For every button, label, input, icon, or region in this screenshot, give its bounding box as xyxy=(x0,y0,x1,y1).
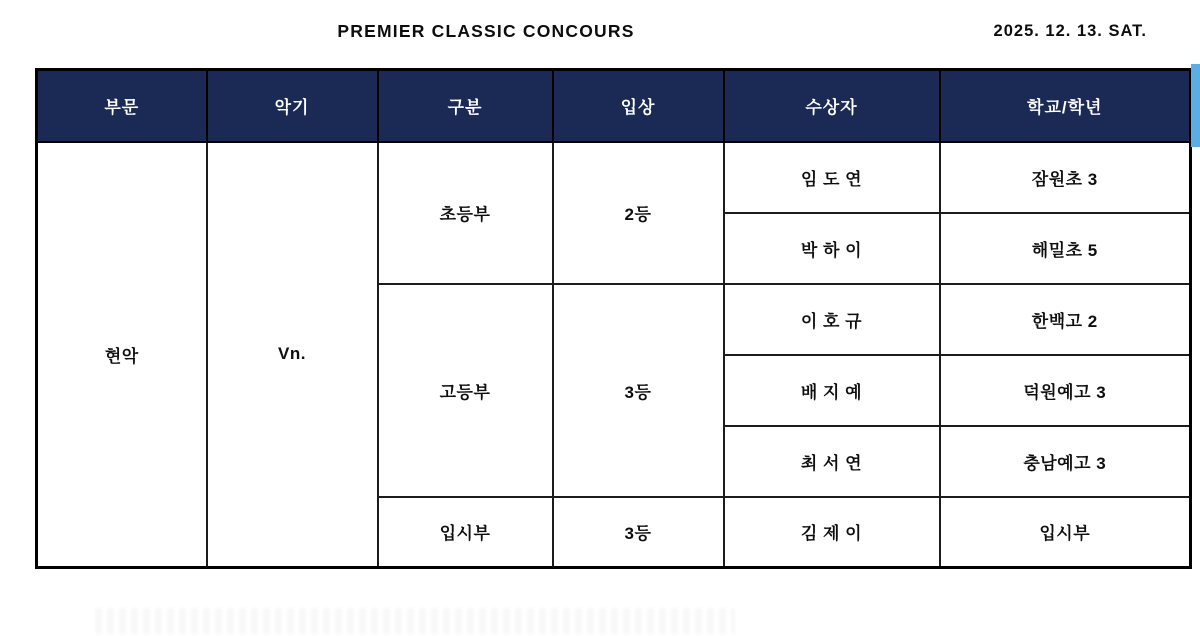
col-header-prize: 입상 xyxy=(553,70,724,142)
results-table xyxy=(35,68,1192,569)
cell-category: 현악 xyxy=(37,142,207,568)
cell-winner-school: 한백고 2 xyxy=(940,284,1191,355)
header-row xyxy=(37,70,1191,142)
cell-prize-highschool: 3등 xyxy=(553,284,724,497)
page-title: PREMIER CLASSIC CONCOURS xyxy=(337,21,635,41)
cell-winner-school: 충남예고 3 xyxy=(940,426,1191,497)
cell-winner-school: 덕원예고 3 xyxy=(940,355,1191,426)
cell-division-highschool: 고등부 xyxy=(378,284,553,497)
cell-instrument: Vn. xyxy=(207,142,378,568)
footer-faint-text xyxy=(95,608,735,634)
cell-winner-name: 김 제 이 xyxy=(724,497,940,568)
cell-winner-school: 입시부 xyxy=(940,497,1191,568)
cell-division-exam: 입시부 xyxy=(378,497,553,568)
col-header-winner: 수상자 xyxy=(724,70,940,142)
page-date: 2025. 12. 13. SAT. xyxy=(993,22,1147,40)
col-header-school: 학교/학년 xyxy=(940,70,1191,142)
col-header-division: 구분 xyxy=(378,70,553,142)
cell-winner-name: 최 서 연 xyxy=(724,426,940,497)
header-accent-bar xyxy=(1191,64,1200,147)
cell-prize-elementary: 2등 xyxy=(553,142,724,284)
cell-division-elementary: 초등부 xyxy=(378,142,553,284)
cell-winner-school: 해밀초 5 xyxy=(940,213,1191,284)
cell-winner-name: 임 도 연 xyxy=(724,142,940,213)
cell-winner-school: 잠원초 3 xyxy=(940,142,1191,213)
cell-winner-name: 이 호 규 xyxy=(724,284,940,355)
col-header-category: 부문 xyxy=(37,70,207,142)
cell-prize-exam: 3등 xyxy=(553,497,724,568)
col-header-instrument: 악기 xyxy=(207,70,378,142)
cell-winner-name: 배 지 예 xyxy=(724,355,940,426)
cell-winner-name: 박 하 이 xyxy=(724,213,940,284)
table-row xyxy=(37,142,1191,213)
